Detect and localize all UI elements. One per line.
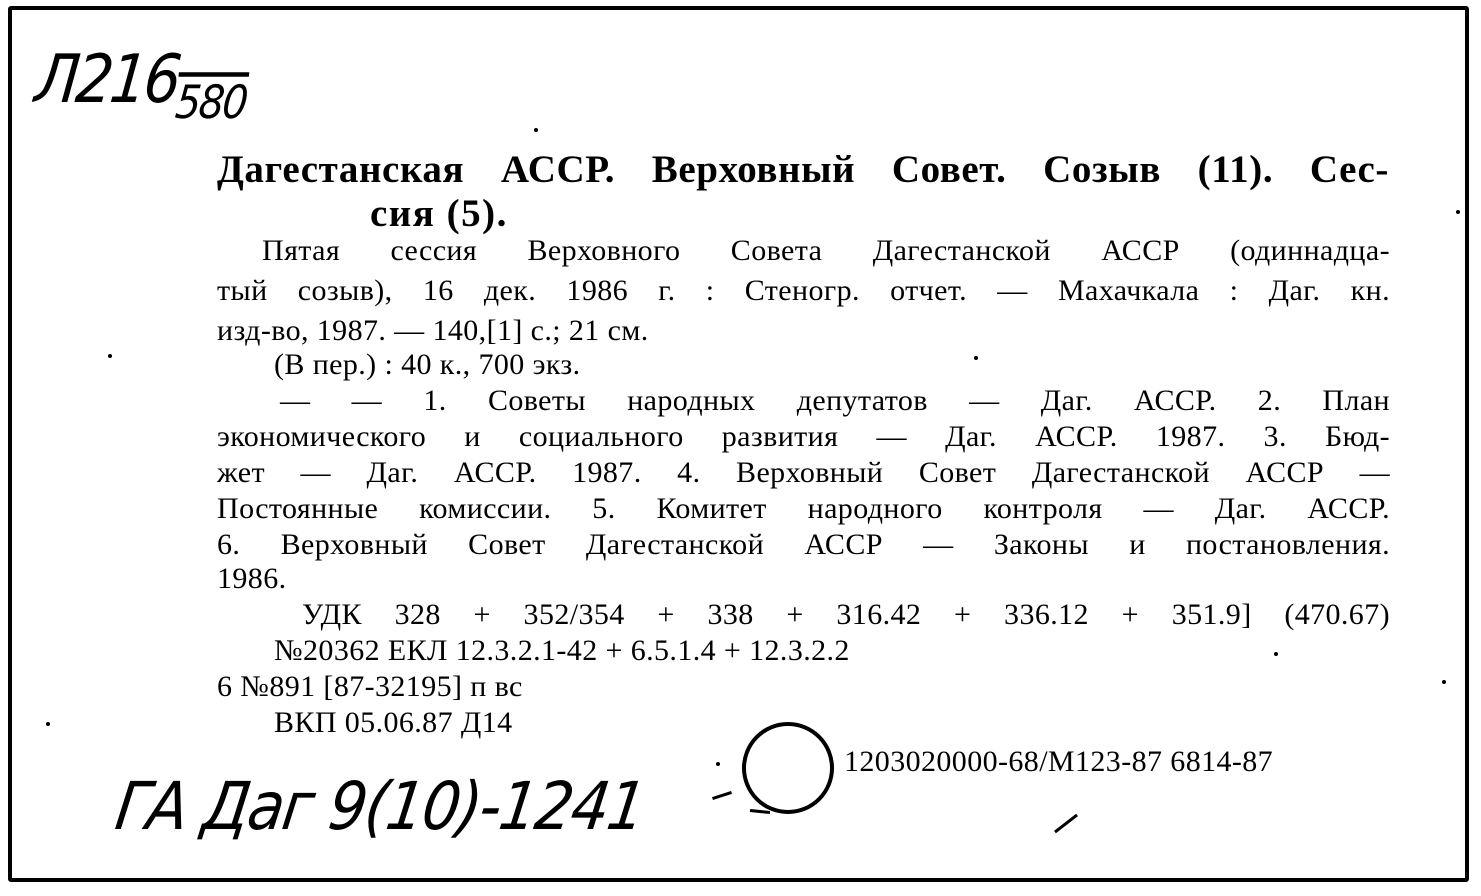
- speck: [1442, 680, 1446, 684]
- scribble-mark: [1054, 814, 1078, 834]
- shelf-mark-sub: 580: [172, 76, 249, 130]
- subjects-line-5: 6. Верховный Совет Дагестанской АССР — Законы и постановления.: [217, 528, 1390, 561]
- title-line-2: тый созыв), 16 дек. 1986 г. : Стеногр. отчет. — Махачкала : Даг. кн.: [217, 274, 1390, 307]
- speck: [108, 354, 112, 358]
- subjects-line-3: жет — Даг. АССР. 1987. 4. Верховный Совет Дагестанской АССР —: [217, 456, 1390, 489]
- speck: [716, 762, 720, 766]
- scribble-mark: [750, 809, 770, 814]
- udk-line: УДК 328 + 352/354 + 338 + 316.42 + 336.12 + 351.9] (470.67): [302, 598, 1390, 631]
- catalog-card: [8, 6, 1469, 882]
- archive-mark: ГА Даг 9(10)-1241: [111, 768, 650, 845]
- card-heading-line1: Дагестанская АССР. Верховный Совет. Созыв (11). Сес-: [217, 148, 1389, 191]
- title-line-1: Пятая сессия Верховного Совета Дагестанской АССР (одиннадца-: [262, 234, 1390, 267]
- shelf-mark: [31, 40, 253, 130]
- card-heading-line2: сия (5).: [370, 192, 508, 235]
- shelf-mark-main: Л216: [31, 40, 183, 119]
- price-line: (В пер.) : 40 к., 700 экз.: [274, 348, 581, 381]
- subjects-line-2: экономического и социального развития — Даг. АССР. 1987. 3. Бюд-: [217, 420, 1390, 453]
- speck: [974, 356, 978, 360]
- ekl-line: №20362 ЕКЛ 12.3.2.1-42 + 6.5.1.4 + 12.3.2.2: [274, 634, 850, 667]
- speck: [1456, 210, 1460, 214]
- speck: [46, 722, 50, 726]
- speck: [534, 128, 538, 132]
- registration-line: 6 №891 [87-32195] п вс: [217, 670, 523, 703]
- subjects-line-1: — — 1. Советы народных депутатов — Даг. АССР. 2. План: [280, 384, 1390, 417]
- vkp-line: ВКП 05.06.87 Д14: [274, 706, 513, 739]
- index-line: 1203020000-68/М123-87 6814-87: [844, 745, 1274, 778]
- title-line-3: изд-во, 1987. — 140,[1] с.; 21 см.: [217, 314, 649, 347]
- subjects-line-4: Постоянные комиссии. 5. Комитет народного контроля — Даг. АССР.: [217, 492, 1390, 525]
- scribble-mark: [712, 791, 732, 800]
- speck: [1274, 652, 1278, 656]
- index-circle: [742, 722, 834, 814]
- subjects-line-6: 1986.: [217, 562, 287, 595]
